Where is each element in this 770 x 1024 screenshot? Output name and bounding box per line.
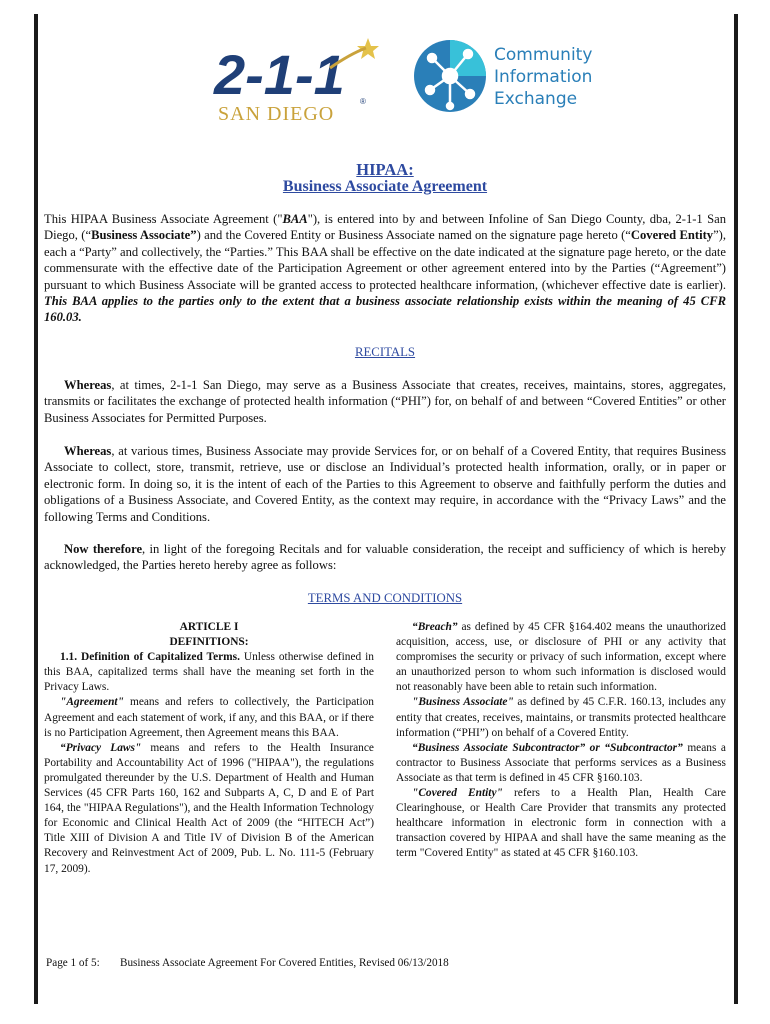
article-heading: ARTICLE I — [179, 621, 239, 633]
cie-line-2: Information — [494, 67, 593, 87]
footer-page-number: Page 1 of 5: — [46, 957, 100, 969]
definition-subcontractor: “Business Associate Subcontractor” or “Subcontractor” means a contractor to Business Associate that performs services as a Business Associate as that term is defined in 45 CFR §160.103. — [396, 741, 726, 784]
logo-211-san-diego — [210, 34, 380, 126]
definitions-heading: DEFINITIONS: — [169, 636, 249, 649]
definition-business-associate: "Business Associate" as defined by 45 C.F.R. 160.13, includes any entity that creates, receives, maintains, or transmits protected healthcare information (“PHI”) on behalf of a Covered Entity. — [396, 696, 726, 739]
right-column — [396, 620, 726, 862]
definition-capitalized-terms: 1.1. Definition of Capitalized Terms. Unless otherwise defined in this BAA, capitalized terms shall have the meaning set forth in the Privacy Laws. — [44, 651, 374, 694]
footer-document-info: Business Associate Agreement For Covered Entities, Revised 06/13/2018 — [120, 957, 449, 969]
registered-mark: ® — [360, 97, 366, 106]
star-icon — [357, 38, 379, 59]
document-title: HIPAA: — [356, 160, 414, 179]
cie-line-1: Community — [494, 45, 593, 65]
recital-paragraph-3: Now therefore, in light of the foregoing Recitals and for valuable consideration, the receipt and sufficiency of which is hereby acknowledged, the Parties hereto hereby agree as follows: — [44, 542, 726, 573]
definition-covered-entity: "Covered Entity" refers to a Health Plan, Health Care Clearinghouse, or Health Care Provider that transmits any protected healthcare information in electronic form in connection with a transaction covered by HIPAA and shall have the same meaning as the term "Covered Entity" as stated at 45 CFR §160.103. — [396, 787, 726, 860]
recital-paragraph-2: Whereas, at various times, Business Associate may provide Services for, or on behalf of a Covered Entity, that requires Business Associate to collect, store, transmit, retrieve, use or disclose an Individual’s protected health information, orally, or in paper or electronic form. In doing so, it is the intent of each of the Parties to this Agreement to observe and faithfully perform the duties and obligations of a Business Associate, and Covered Entity, as the context may require, in accordance with the “Privacy Laws” and the following Terms and Conditions. — [44, 444, 726, 524]
definition-breach: “Breach” as defined by 45 CFR §164.402 means the unauthorized acquisition, access, use, or disclosure of PHI or any activity that compromises the security or privacy of such information, except where an unauthorized person to whom such information is disclosed would not reasonably have been able to retain such information. — [396, 621, 726, 694]
logo-211-text: 2-1-1 — [214, 43, 345, 106]
definition-agreement: "Agreement" means and refers to collectively, the Participation Agreement and each statement of work, if any, and this BAA, or if there is no Participation Agreement, then Agreement means this BAA. — [44, 696, 374, 739]
terms-heading: TERMS AND CONDITIONS — [307, 591, 463, 605]
recitals-heading: RECITALS — [354, 345, 416, 359]
recital-paragraph-1: Whereas, at times, 2-1-1 San Diego, may serve as a Business Associate that creates, receives, maintains, stores, aggregates, transmits or facilitates the exchange of protected health information (“PHI”) for, on behalf of and between “Covered Entities” or other Business Associates for Permitted Purposes. — [44, 378, 726, 425]
logo-211-city: SAN DIEGO — [218, 103, 335, 125]
cie-line-3: Exchange — [494, 89, 578, 109]
definition-privacy-laws: “Privacy Laws" means and refers to the Health Insurance Portability and Accountability Act of 1996 ("HIPAA"), the regulations promulgated thereunder by the U.S. Department of Health and Human Services (45 CFR Parts 160, 162 and Subparts A, C, D and E of Part 164, the "HIPAA Regulations"), and the Health Information Technology for Economic and Clinical Health Act of 2009 (the “HITECH Act”) Title XIII of Division A and Title IV of Division B of the American Recovery and Reinvestment Act of 2009, Pub. L. No. 111-5 (February 17, 2009). — [44, 741, 374, 875]
logo-community-information-exchange — [412, 32, 612, 124]
intro-paragraph: This HIPAA Business Associate Agreement ("BAA"), is entered into by and between Infoline of San Diego County, dba, 2-1-1 San Diego, (“Business Associate”) and the Covered Entity or Business Associate named on the signature page hereto (“Covered Entity”), each a “Party” and collectively, the “Parties.” This BAA shall be effective on the date indicated at the signature page hereto, or the date commensurate with the effective date of the Participation Agreement or other agreement entered into by the Parties (“Agreement”) pursuant to which Business Associate will be granted access to protected healthcare information, (whichever effective date is earlier). This BAA applies to the parties only to the extent that a business associate relationship exists within the meaning of 45 CFR 160.03. — [44, 212, 726, 325]
header-logos — [200, 28, 600, 128]
document-subtitle: Business Associate Agreement — [282, 178, 488, 195]
left-column — [44, 620, 374, 877]
